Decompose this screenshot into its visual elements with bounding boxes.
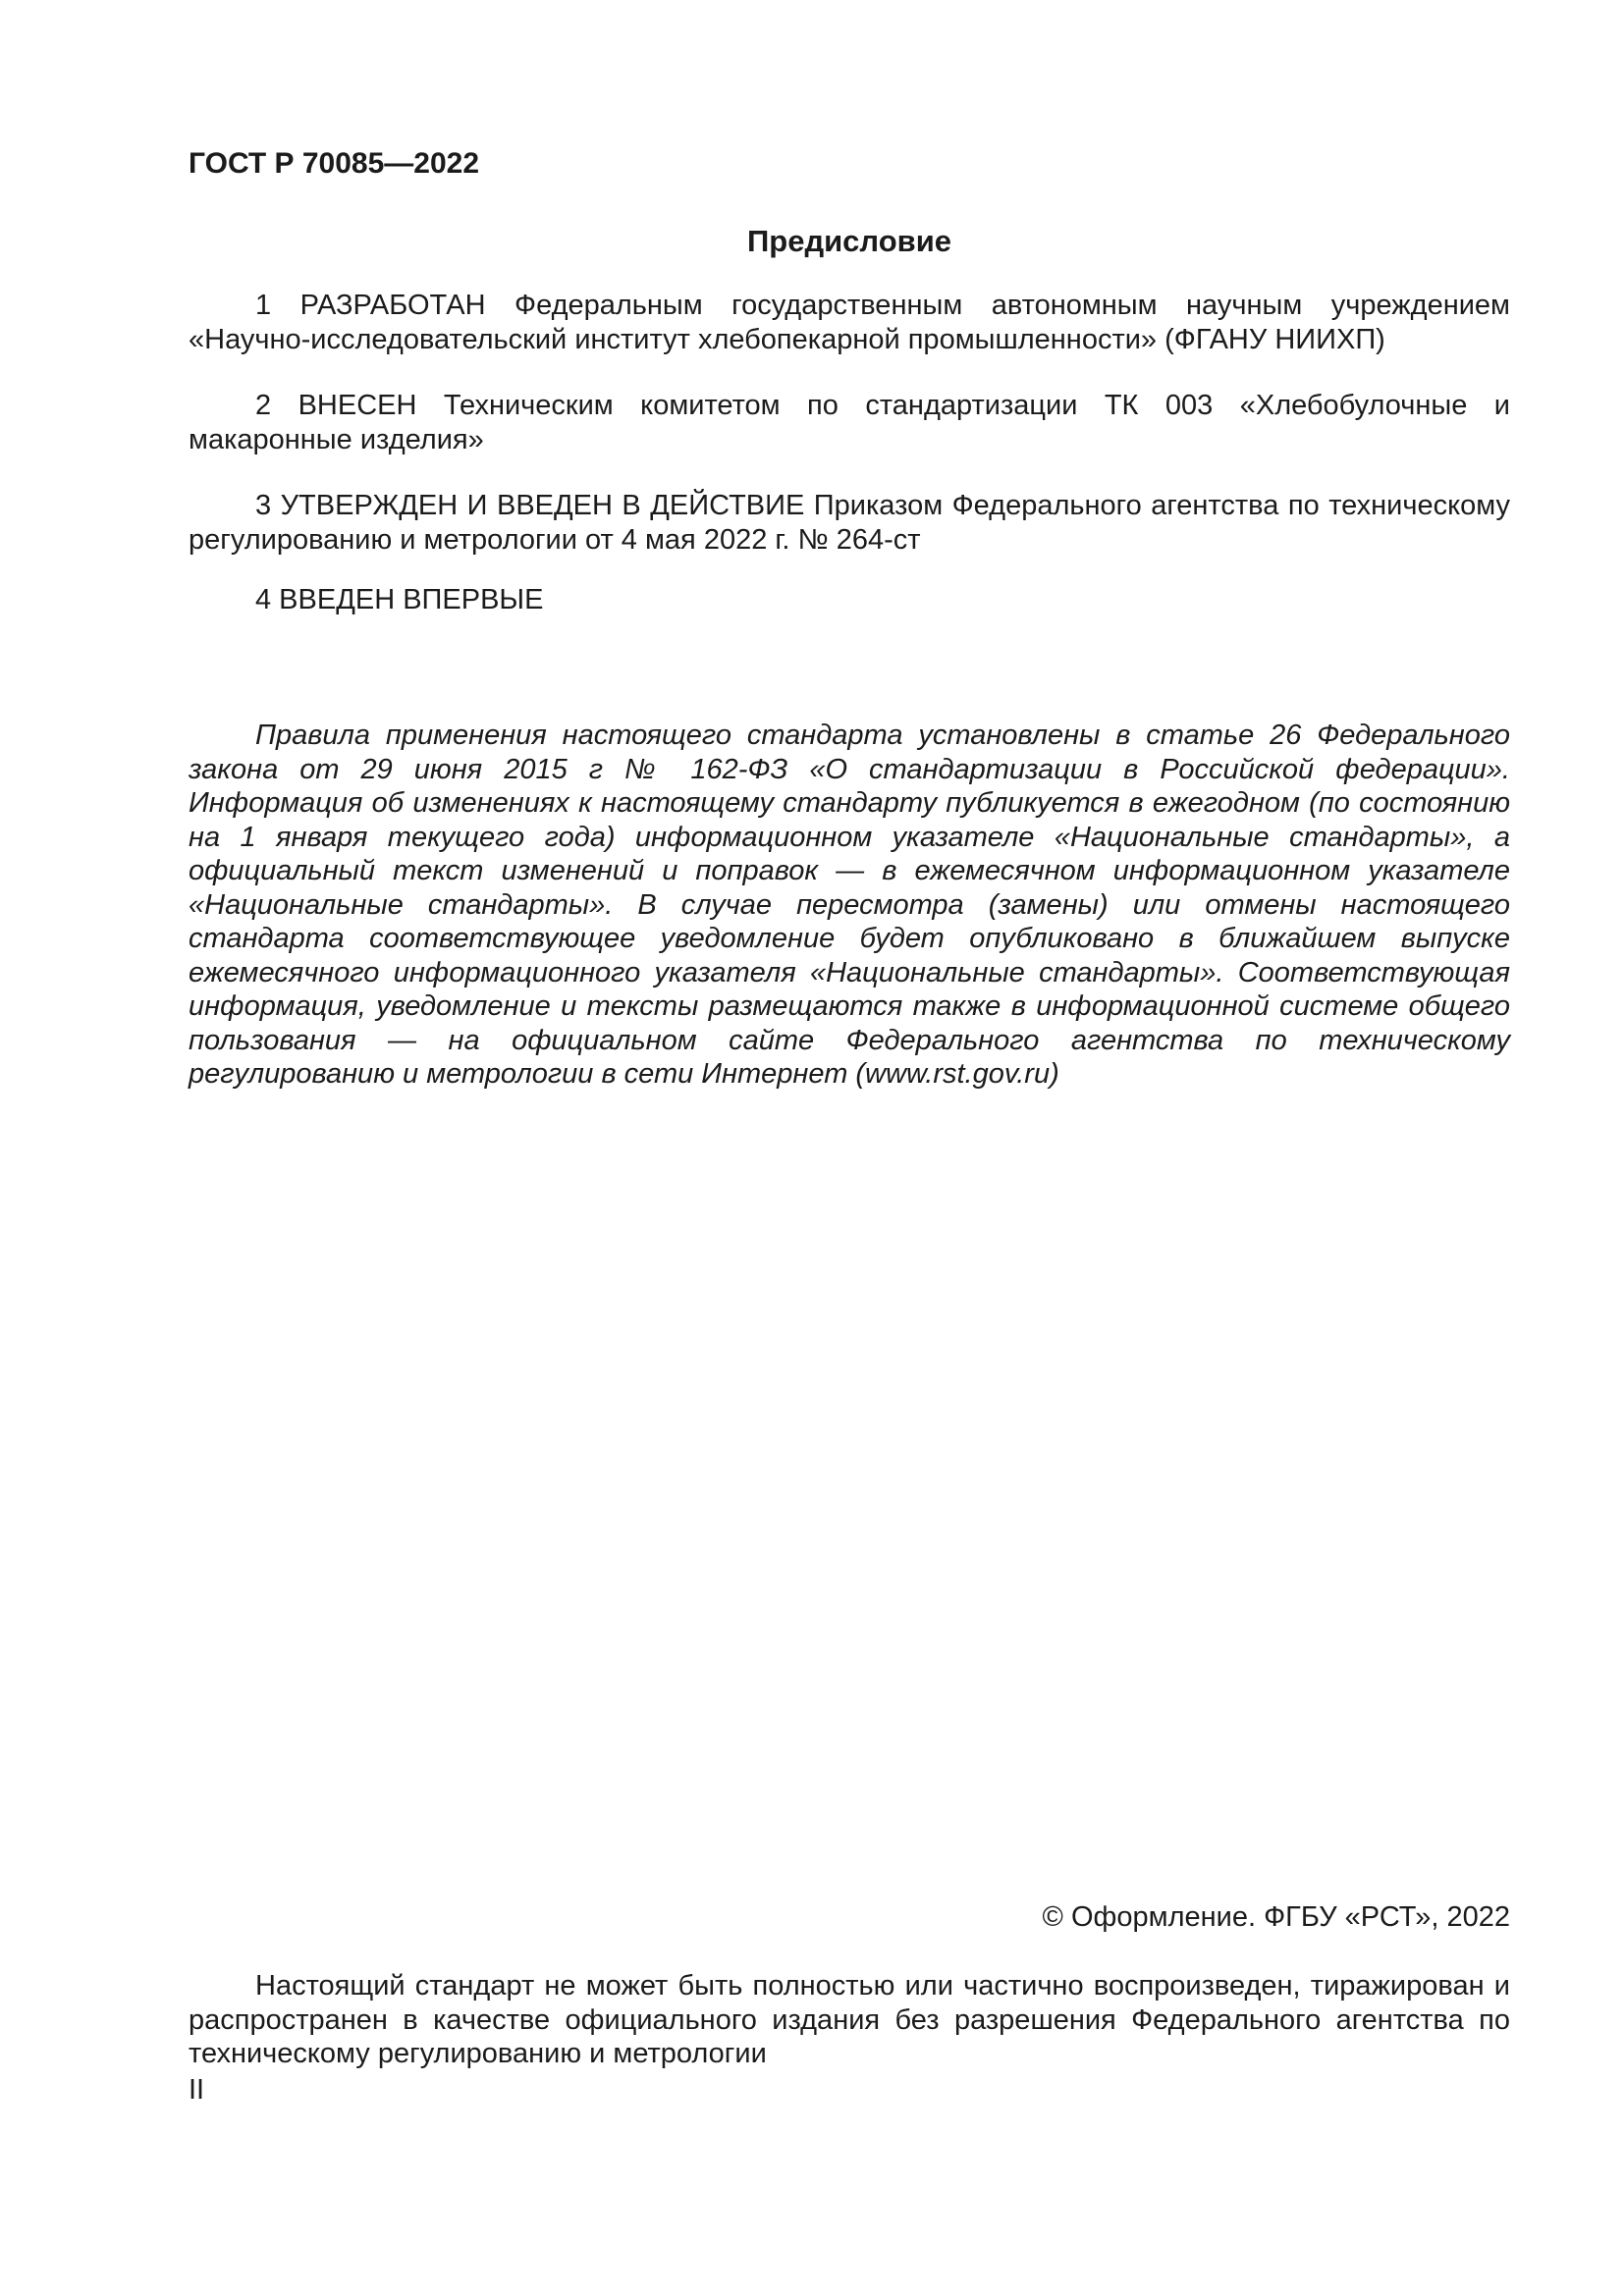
foreword-item-approved: 3 УТВЕРЖДЕН И ВВЕДЕН В ДЕЙСТВИЕ Приказом Федерального агентства по техническому регулированию и метрологии от 4 мая 2022 г. № 264-ст bbox=[189, 490, 1510, 556]
foreword-item-first-edition: 4 ВВЕДЕН ВПЕРВЫЕ bbox=[255, 584, 544, 615]
application-rules-notice: Правила применения настоящего стандарта установлены в статье 26 Федерального закона от 29 июня 2015 г № 162-ФЗ «О стандартизации в Российской федерации». Информация об изменениях к настоящему стандарту публикуется в ежегодном (по состоянию на 1 января текущего года) информационном указателе «Национальные стандарты», а официальный текст изменений и поправок — в ежемесячном информационном указателе «Национальные стандарты». В случае пересмотра (замены) или отмены настоящего стандарта соответствующее уведомление будет опубликовано в ближайшем выпуске ежемесячного информационного указателя «Национальные стандарты». Соответствующая информация, уведомление и тексты размещаются также в информационной системе общего пользования — на официальном сайте Федерального агентства по техническому регулированию и метрологии в сети Интернет (www.rst.gov.ru) bbox=[189, 720, 1510, 1090]
reproduction-restriction-notice: Настоящий стандарт не может быть полностью или частично воспроизведен, тиражирован и распространен в качестве официального издания без разрешения Федерального агентства по техническому регулированию и метрологии bbox=[189, 1970, 1510, 2069]
page-number: II bbox=[189, 2074, 205, 2106]
page-title: Предисловие bbox=[746, 224, 951, 258]
copyright-notice: © Оформление. ФГБУ «РСТ», 2022 bbox=[1042, 1901, 1510, 1933]
foreword-item-developed: 1 РАЗРАБОТАН Федеральным государственным автономным научным учреждением «Научно-исследовательский институт хлебопекарной промышленности» (ФГАНУ НИИХП) bbox=[189, 290, 1510, 355]
standard-designation: ГОСТ Р 70085—2022 bbox=[189, 147, 480, 180]
foreword-item-submitted: 2 ВНЕСЕН Техническим комитетом по стандартизации ТК 003 «Хлебобулочные и макаронные изделия» bbox=[189, 390, 1510, 455]
